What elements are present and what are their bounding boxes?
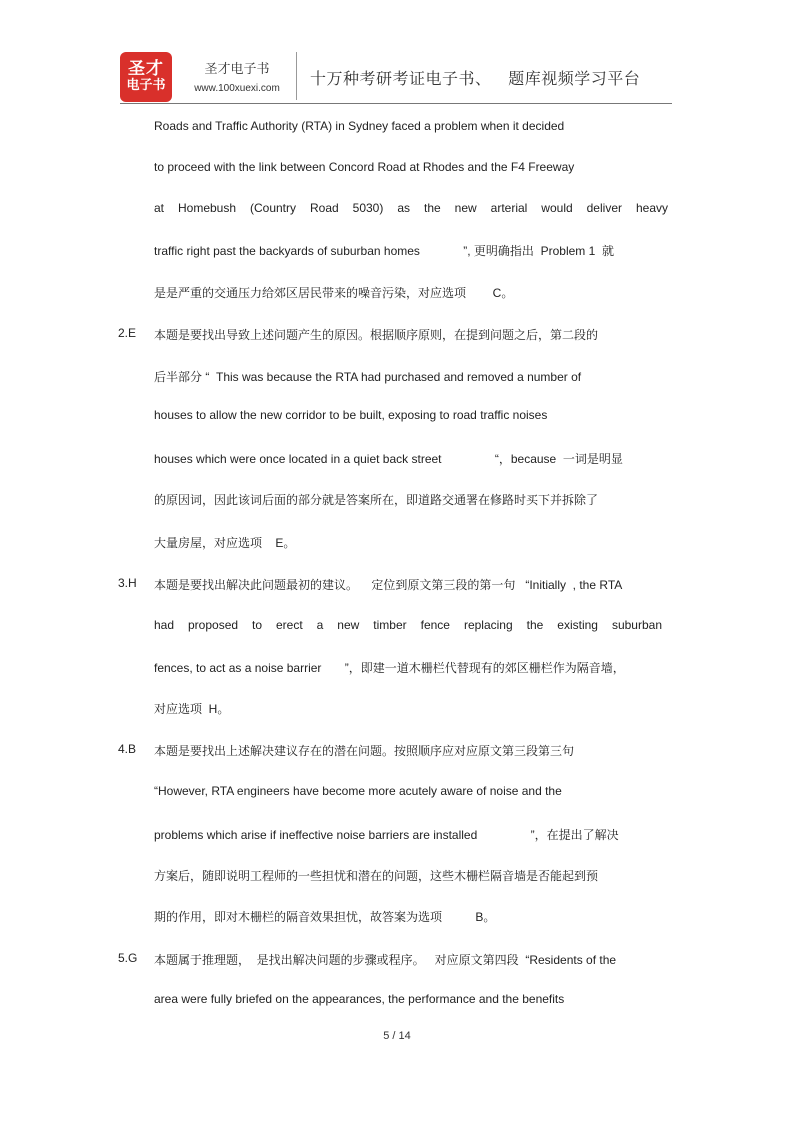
text-line: traffic right past the backyards of suburban homes ”, 更明确指出 Problem 1 就 <box>154 244 614 258</box>
text-line: 后半部分 “ This was because the RTA had purchased and removed a number of <box>154 370 582 384</box>
text-line: to proceed with the link between Concord Road at Rhodes and the F4 Freeway <box>154 160 575 174</box>
text-line: “However, RTA engineers have become more acutely aware of noise and the <box>154 784 562 798</box>
text-line: problems which arise if ineffective noise barriers are installed ”，在提出了解决 <box>154 828 619 842</box>
text-line: 的原因词，因此该词后面的部分就是答案所在，即道路交通署在修路时买下并拆除了 <box>154 493 599 507</box>
text-line: 本题属于推理题， 是找出解决问题的步骤或程序。 对应原文第四段 “Residents of the <box>154 953 617 967</box>
brand-name: 圣才电子书 <box>204 62 270 77</box>
text-line: 本题是要找出上述解决建议存在的潜在问题。按照顺序应对应原文第三段第三句 <box>154 744 575 758</box>
text-line: 本题是要找出导致上述问题产生的原因。根据顺序原则，在提到问题之后，第二段的 <box>154 328 599 342</box>
brand-url: www.100xuexi.com <box>194 83 280 94</box>
header-slogan: 十万种考研考证电子书、 题库视频学习平台 <box>310 69 641 88</box>
answer-number: 2.E <box>118 326 137 340</box>
text-line: area were fully briefed on the appearances, the performance and the benefits <box>154 992 565 1006</box>
header-divider <box>296 52 297 100</box>
answer-number: 3.H <box>118 576 137 590</box>
header-rule <box>120 103 672 104</box>
answer-number: 5.G <box>118 951 138 965</box>
text-line: 期的作用，即对木栅栏的隔音效果担忧，故答案为选项 B。 <box>154 910 496 924</box>
text-line: 本题是要找出解决此问题最初的建议。 定位到原文第三段的第一句 “Initially , the RTA <box>154 578 623 592</box>
text-line: houses which were once located in a quiet back street “，because 一词是明显 <box>154 452 623 466</box>
text-line: had proposed to erect a new timber fence replacing the existing suburban <box>154 618 662 632</box>
text-line: Roads and Traffic Authority (RTA) in Sydney faced a problem when it decided <box>154 119 565 133</box>
text-line: at Homebush (Country Road 5030) as the new arterial would deliver heavy <box>154 201 668 215</box>
brand-logo <box>120 52 172 102</box>
answer-number: 4.B <box>118 742 137 756</box>
text-line: fences, to act as a noise barrier ”，即建一道木栅栏代替现有的郊区栅栏作为隔音墙， <box>154 661 625 675</box>
text-line: 方案后，随即说明工程师的一些担忧和潜在的问题，这些木栅栏隔音墙是否能起到预 <box>154 869 599 883</box>
logo-text-2: 电子书 <box>126 78 166 94</box>
page-number: 5 / 14 <box>383 1030 411 1042</box>
page-header <box>120 48 672 104</box>
text-line: 大量房屋，对应选项 E。 <box>154 536 296 550</box>
text-line: 是是严重的交通压力给郊区居民带来的噪音污染，对应选项 C。 <box>154 286 514 300</box>
logo-text-1: 圣才 <box>128 59 164 80</box>
text-line: 对应选项 H。 <box>154 702 230 716</box>
brand-block <box>178 58 296 94</box>
text-line: houses to allow the new corridor to be built, exposing to road traffic noises <box>154 408 548 422</box>
